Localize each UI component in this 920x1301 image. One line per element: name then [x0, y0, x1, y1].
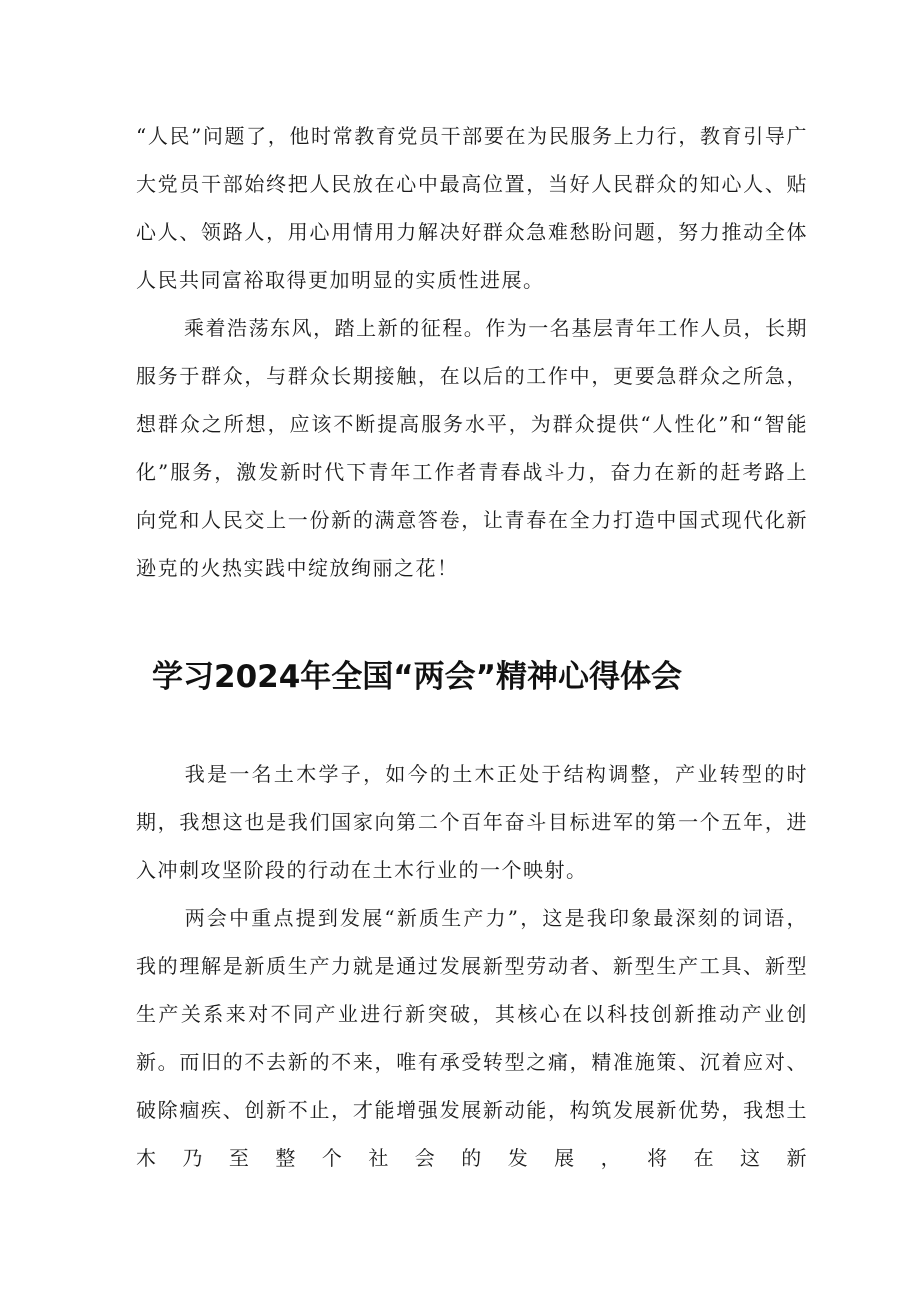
paragraph-text: “人民”问题了，他时常教育党员干部要在为民服务上力行，教育引导广大党员干部始终把人民放在心中最高位置，当好人民群众的知心人、贴心人、领路人，用心用情用力解决好群众急难愁盼问题，努力推动全体人民共同富裕取得更加明显的实质性进展。	[136, 124, 808, 292]
paragraph-text: 我是一名土木学子，如今的土木正处于结构调整，产业转型的时期，我想这也是我们国家向第二个百年奋斗目标进军的第一个五年，进入冲刺攻坚阶段的行动在土木行业的一个映射。	[136, 762, 808, 882]
body-paragraph	[136, 750, 808, 894]
body-paragraph	[136, 894, 808, 1182]
body-paragraph	[136, 112, 808, 304]
paragraph-text: 两会中重点提到发展“新质生产力”，这是我印象最深刻的词语，我的理解是新质生产力就是通过发展新型劳动者、新型生产工具、新型生产关系来对不同产业进行新突破，其核心在以科技创新推动产业创新。而旧的不去新的不来，唯有承受转型之痛，精准施策、沉着应对、破除痼疾、创新不止，才能增强发展新动能，构筑发展新优势，我想土木乃至整个社会的发展，将在这新	[136, 906, 808, 1170]
section-title: 学习2024年全国“两会”精神心得体会	[152, 659, 683, 695]
body-paragraph	[136, 304, 808, 592]
paragraph-text: 乘着浩荡东风，踏上新的征程。作为一名基层青年工作人员，长期服务于群众，与群众长期接触，在以后的工作中，更要急群众之所急，想群众之所想，应该不断提高服务水平，为群众提供“人性化”和“智能化”服务，激发新时代下青年工作者青春战斗力，奋力在新的赶考路上向党和人民交上一份新的满意答卷，让青春在全力打造中国式现代化新逊克的火热实践中绽放绚丽之花！	[136, 316, 808, 580]
